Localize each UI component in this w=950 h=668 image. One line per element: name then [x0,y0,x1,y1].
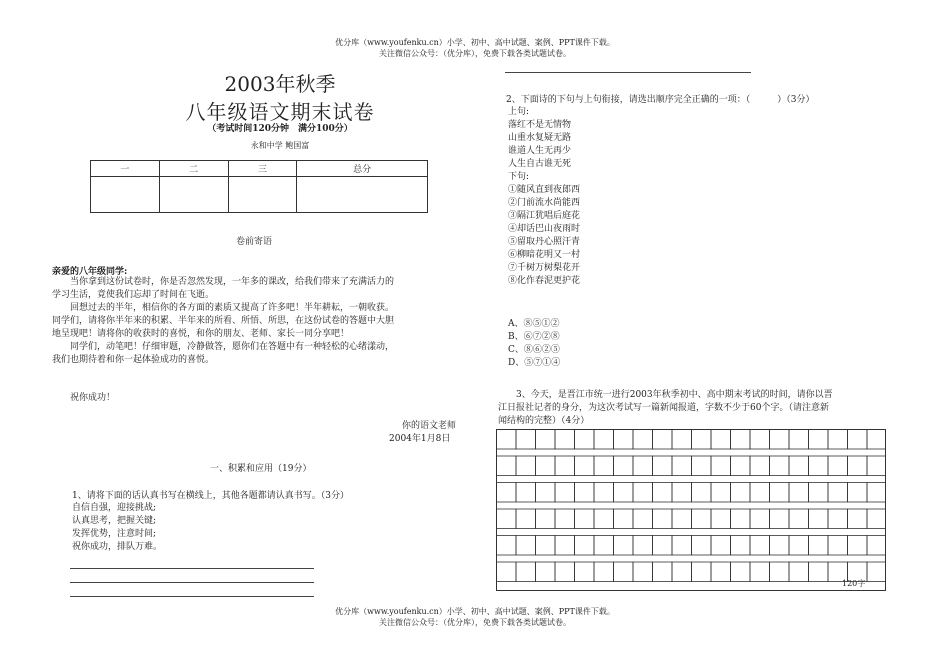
grid-cell [770,483,790,503]
grid-cell [809,536,829,556]
q2-upper-line: 落红不是无情物 [508,120,572,130]
section1-heading: 一、积累和应用（19分） [210,464,312,474]
q1-line: 认真思考，把握关键; [72,516,157,526]
q2-lower-label: 下句: [508,172,530,182]
writing-grid-svg[interactable] [496,429,886,591]
grid-cell [770,562,790,582]
grid-cell [633,430,653,450]
grid-cell [516,430,536,450]
grid-cell [633,509,653,529]
q1-answer-line-1[interactable] [70,568,314,569]
grid-cell [614,456,634,476]
q3-prompt-line: 江日报社记者的身分，为这次考试写一篇新闻报道，字数不少于60个字。（请注意新 [498,403,829,413]
grid-cell [594,536,614,556]
grid-cell [770,430,790,450]
q2-body [508,106,580,288]
grid-cell [594,562,614,582]
grid-cell [731,456,751,476]
q2-lower-line: ①随风直到夜郎西 [508,185,581,195]
preface-line: 我们也期待着和你一起体验成功的喜悦。 [52,355,215,365]
grid-cell [789,562,809,582]
grid-cell [672,509,692,529]
grid-cell [828,509,848,529]
grid-cell [711,509,731,529]
q2-lower-line: ⑦千树万树梨花开 [508,263,581,273]
preface-line: 当你拿到这份试卷时，你是否忽然发现，一年多的课改，给我们带来了充满活力的 [52,277,395,287]
grid-cell [789,430,809,450]
score-header-3: 三 [228,161,297,177]
grid-cell [516,562,536,582]
q2-upper-label: 上句: [508,107,530,117]
grid-cell [711,456,731,476]
q2-option-a[interactable]: A、⑧⑤①② [508,319,560,329]
grid-cell [848,509,868,529]
grid-cell [711,536,731,556]
q1-answer-line-2[interactable] [70,582,314,583]
grid-cell [770,456,790,476]
grid-cell [594,430,614,450]
grid-cell [692,456,712,476]
grid-cell [614,536,634,556]
q2-upper-line: 山重水复疑无路 [508,133,572,143]
grid-cell [633,483,653,503]
grid-cell [848,430,868,450]
grid-cell [555,456,575,476]
grid-cell [692,509,712,529]
grid-cell [828,456,848,476]
footer-line-1: 优分库（www.youfenku.cn）小学、初中、高中试题、案例、PPT课件下载。 [335,607,615,616]
footer-line-2: 关注微信公众号：（优分库），免费下载各类试题试卷。 [379,618,571,627]
grid-cell [575,483,595,503]
grid-cell [575,509,595,529]
grid-cell [672,430,692,450]
grid-cell [575,562,595,582]
grid-cell [536,536,556,556]
grid-cell [555,430,575,450]
grid-cell [867,456,886,476]
grid-cell [614,483,634,503]
preface-wish: 祝你成功！ [70,393,116,403]
q2-options [508,318,560,370]
preface-date: 2004年1月8日 [389,434,451,444]
grid-cell [867,562,886,582]
grid-cell [848,456,868,476]
grid-cell [536,562,556,582]
grid-cell [750,483,770,503]
score-table [90,160,428,213]
grid-cell [692,536,712,556]
exam-year: 2003年秋季 [224,72,336,96]
exam-info: （考试时间120分钟 满分100分） [207,124,353,134]
grid-cell [750,456,770,476]
grid-cell [653,536,673,556]
q1-line: 祝你成功，排队万难。 [72,542,163,552]
grid-cell [536,509,556,529]
header-line-1: 优分库（www.youfenku.cn）小学、初中、高中试题、案例、PPT课件下载。 [335,38,615,47]
grid-cell [789,456,809,476]
score-cell-2[interactable] [159,177,228,213]
grid-cell [497,562,517,582]
grid-cell [692,430,712,450]
grid-cell [555,562,575,582]
grid-cell [731,483,751,503]
preface-line: 同学们，动笔吧！仔细审题，冷静做答，愿你们在答题中有一种轻松的心绪漾动， [52,342,395,352]
preface-line: 学习生活，竟使我们忘却了时间在飞逝。 [52,290,215,300]
grid-cell [536,483,556,503]
grid-cell [672,483,692,503]
grid-cell [555,509,575,529]
grid-cell [516,509,536,529]
q3-prompt-line: 闻结构的完整）（4分） [498,416,590,426]
q1-answer-line-3[interactable] [70,596,314,597]
grid-cell [828,536,848,556]
grid-cell [575,536,595,556]
grid-cell [809,509,829,529]
preface-line: 地呈现吧！请将你的收获时的喜悦，和你的朋友、老师、家长一同分享吧！ [52,329,350,339]
q2-upper-line: 谁道人生无再少 [508,146,572,156]
q2-lower-line: ⑧化作春泥更护花 [508,276,581,286]
grid-cell [653,456,673,476]
q3-prompt [498,389,833,428]
q2-option-c[interactable]: C、⑧⑥②⑤ [508,345,560,355]
grid-cell [594,456,614,476]
grid-cell [633,562,653,582]
q1-prompt: 1、请将下面的话认真书写在横线上，其他各题都请认真书写。（3分） [72,491,349,501]
word-count-label: 120字 [842,579,866,588]
grid-cell [633,456,653,476]
preface-line: 同学们，请将你半年来的积累、半年来的所看、所悟、所思，在这份试卷的答题中大胆 [52,316,395,326]
grid-cell [497,509,517,529]
grid-cell [614,562,634,582]
grid-cell [692,483,712,503]
grid-cell [711,483,731,503]
grid-cell [594,509,614,529]
grid-cell [672,562,692,582]
top-right-rule [505,72,751,73]
grid-cell [789,483,809,503]
grid-cell [575,430,595,450]
q1-text [72,502,162,554]
q2-lower-line: ④却话巴山夜雨时 [508,224,581,234]
score-header-2: 二 [159,161,228,177]
grid-cell [731,536,751,556]
preface-greeting: 亲爱的八年级同学: [52,267,128,277]
grid-cell [692,562,712,582]
grid-cell [809,456,829,476]
grid-cell [497,483,517,503]
grid-cell [516,536,536,556]
grid-cell [731,430,751,450]
grid-cell [848,483,868,503]
grid-cell [711,562,731,582]
q3-prompt-line: 3、今天，是晋江市统一进行2003年秋季初中、高中期末考试的时间，请你以晋 [498,390,833,400]
grid-cell [809,483,829,503]
score-header-total: 总分 [297,161,428,177]
grid-cell [594,483,614,503]
writing-grid[interactable] [496,429,886,591]
preface-body [52,276,394,367]
score-cell-total[interactable] [297,177,428,213]
grid-cell [731,509,751,529]
grid-cell [770,536,790,556]
grid-cell [516,456,536,476]
grid-cell [867,483,886,503]
grid-cell [497,430,517,450]
grid-cell [809,562,829,582]
q1-line: 自信自强，迎接挑战; [72,503,157,513]
grid-cell [770,509,790,529]
q2-lower-line: ③隔江犹唱后庭花 [508,211,581,221]
grid-cell [750,562,770,582]
exam-title: 八年级语文期末试卷 [185,100,375,124]
grid-cell [536,430,556,450]
q2-lower-line: ②门前流水尚能西 [508,198,581,208]
q2-prompt: 2、下面诗的下句与上句衔接，请选出顺序完全正确的一项：（ ）（3分） [506,95,815,105]
grid-cell [750,536,770,556]
grid-cell [497,456,517,476]
header-line-2: 关注微信公众号：（优分库），免费下载各类试题试卷。 [379,49,571,58]
grid-cell [789,536,809,556]
grid-cell [867,509,886,529]
grid-cell [536,456,556,476]
score-cell-3[interactable] [228,177,297,213]
preface-signature: 你的语文老师 [402,421,457,431]
grid-cell [828,483,848,503]
q2-lower-line: ⑥柳暗花明又一村 [508,250,581,260]
grid-cell [653,562,673,582]
grid-cell [750,430,770,450]
grid-cell [614,509,634,529]
grid-cell [653,483,673,503]
grid-cell [711,430,731,450]
preface-heading: 卷前寄语 [236,237,273,247]
score-header-1: 一 [91,161,160,177]
grid-cell [789,509,809,529]
grid-cell [731,562,751,582]
grid-cell [750,509,770,529]
q1-line: 发挥优势，注意时间; [72,529,157,539]
exam-author: 永和中学 鲍国富 [250,141,310,150]
grid-cell [828,430,848,450]
grid-cell [867,536,886,556]
preface-line: 回想过去的半年，相信你的各方面的素质又提高了许多吧！半年耕耘，一朝收获。 [52,303,395,313]
grid-cell [555,536,575,556]
grid-cell [653,509,673,529]
grid-cell [653,430,673,450]
grid-cell [497,536,517,556]
grid-cell [672,536,692,556]
grid-cell [633,536,653,556]
grid-cell [672,456,692,476]
grid-cell [848,536,868,556]
q2-option-d[interactable]: D、⑤⑦①④ [508,358,561,368]
q2-option-b[interactable]: B、⑥⑦②⑧ [508,332,560,342]
grid-cell [516,483,536,503]
grid-cell [614,430,634,450]
q2-lower-line: ⑤留取丹心照汗青 [508,237,581,247]
q2-upper-line: 人生自古谁无死 [508,159,572,169]
grid-cell [575,456,595,476]
grid-cell [867,430,886,450]
grid-cell [809,430,829,450]
grid-cell [555,483,575,503]
score-cell-1[interactable] [91,177,160,213]
